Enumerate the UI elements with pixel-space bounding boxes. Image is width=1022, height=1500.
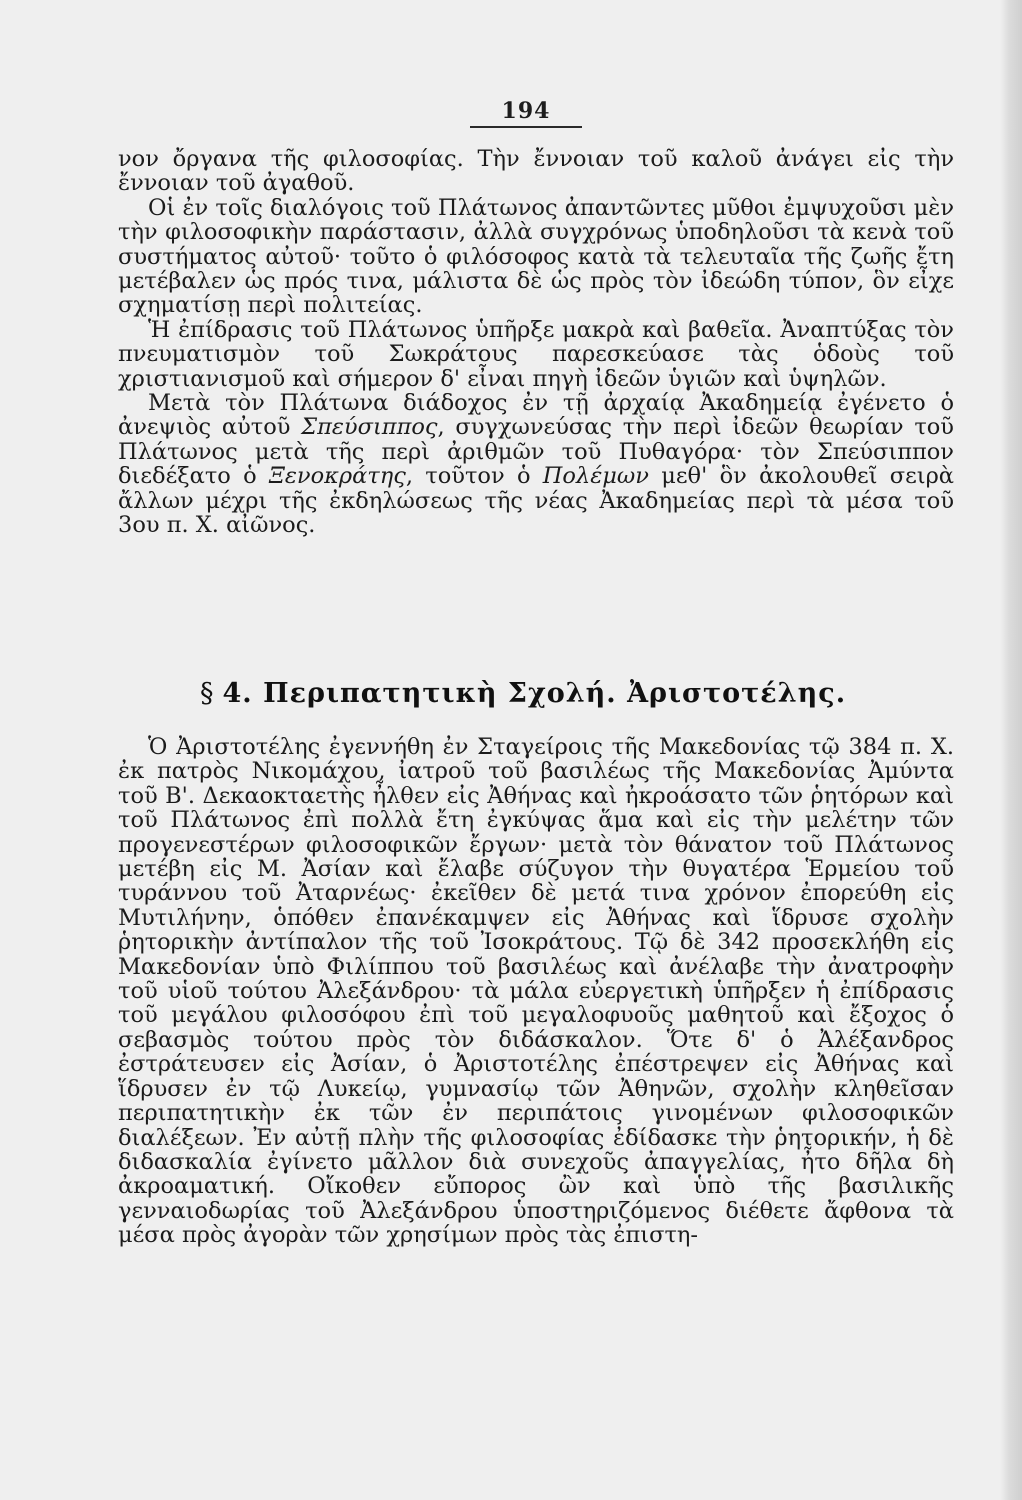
successors-text-4: μεθ' ὃν ἀκολουθεῖ σειρὰ ἄλλων μέχρι τῆς ἐκδηλώσεως τῆς νέας Ἀκαδημείας περὶ τὰ μέσα τοῦ 3ου π. Χ. αἰῶνος. <box>118 463 954 539</box>
upper-text-block <box>118 147 954 538</box>
page-edge-shadow <box>1000 0 1022 1500</box>
name-speusippus: Σπεύσιππος <box>301 414 438 441</box>
paragraph-continuation: νον ὄργανα τῆς φιλοσοφίας. Τὴν ἔννοιαν τοῦ καλοῦ ἀνάγει εἰς τὴν ἔννοιαν τοῦ ἀγαθοῦ. <box>118 146 954 197</box>
section-symbol: § <box>200 678 215 709</box>
paragraph-successors <box>118 391 954 537</box>
name-polemon: Πολέμων <box>542 463 649 490</box>
lower-text-block <box>118 735 954 1248</box>
section-heading <box>200 678 900 709</box>
page-number: 194 <box>501 98 551 124</box>
successors-text-1: Μετὰ τὸν Πλάτωνα διάδοχος ἐν τῇ ἀρχαίᾳ Ἀκαδημείᾳ ἐγένετο ὁ ἀνεψιὸς αὐτοῦ <box>118 390 954 441</box>
section-title: 4. Περιπατητικὴ Σχολή. Ἀριστοτέλης. <box>222 678 847 709</box>
successors-text-2: , συγχωνεύσας τὴν περὶ ἰδεῶν θεωρίαν τοῦ Πλάτωνος μετὰ τῆς περὶ ἀριθμῶν τοῦ Πυθαγόρα· τὸν Σπεύσιππον διεδέξατο ὁ <box>118 414 954 490</box>
paragraph-myths: Οἱ ἐν τοῖς διαλόγοις τοῦ Πλάτωνος ἀπαντῶντες μῦθοι ἐμψυχοῦσι μὲν τὴν φιλοσοφικὴν παράστασιν, ἀλλὰ συγχρόνως ὑποδηλοῦσι τὰ κενὰ τοῦ συστήματος αὐτοῦ· τοῦτο ὁ φιλόσοφος κατὰ τὰ τελευταῖα τῆς ζωῆς ἔτη μετέβαλεν ὡς πρός τινα, μάλιστα δὲ ὡς πρὸς τὸν ἰδεώδη τύπον, ὃν εἶχε σχηματίσῃ περὶ πολιτείας. <box>118 194 954 319</box>
name-xenocrates: Ξενοκράτης <box>268 463 406 490</box>
paragraph-influence: Ἡ ἐπίδρασις τοῦ Πλάτωνος ὑπῆρξε μακρὰ καὶ βαθεῖα. Ἀναπτύξας τὸν πνευματισμὸν τοῦ Σωκράτους παρεσκεύασε τὰς ὁδοὺς τοῦ χριστιανισμοῦ καὶ σήμερον δ' εἶναι πηγὴ ἰδεῶν ὑγιῶν καὶ ὑψηλῶν. <box>118 316 954 392</box>
successors-text-3: , τοῦτον ὁ <box>405 463 543 490</box>
page-number-rule <box>470 126 582 128</box>
paragraph-aristotle: Ὁ Ἀριστοτέλης ἐγεννήθη ἐν Σταγείροις τῆς Μακεδονίας τῷ 384 π. Χ. ἐκ πατρὸς Νικομάχου, ἰατροῦ τοῦ βασιλέως τῆς Μακεδονίας Ἀμύντα τοῦ Β'. Δεκαοκταετὴς ἦλθεν εἰς Ἀθήνας καὶ ἠκροάσατο τῶν ῥητόρων καὶ τοῦ Πλάτωνος ἐπὶ πολλὰ ἔτη ἐγκύψας ἅμα καὶ εἰς τὴν μελέτην τῶν προγενεστέρων φιλοσοφικῶν ἔργων· μετὰ τὸν θάνατον τοῦ Πλάτωνος μετέβη εἰς Μ. Ἀσίαν καὶ ἔλαβε σύζυγον τὴν θυγατέρα Ἑρμείου τοῦ τυράννου τοῦ Ἀταρνέως· ἐκεῖθεν δὲ μετά τινα χρόνον ἐπορεύθη εἰς Μυτιλήνην, ὁπόθεν ἐπανέκαμψεν εἰς Ἀθήνας καὶ ἵδρυσε σχολὴν ῥητορικὴν ἀντίπαλον τῆς τοῦ Ἰσοκράτους. Τῷ δὲ 342 προσεκλήθη εἰς Μακεδονίαν ὑπὸ Φιλίππου τοῦ βασιλέως καὶ ἀνέλαβε τὴν ἀνατροφὴν τοῦ υἱοῦ τούτου Ἀλεξάνδρου· τὰ μάλα εὐεργετικὴ ὑπῆρξεν ἡ ἐπίδρασις τοῦ μεγάλου φιλοσόφου ἐπὶ τοῦ μεγαλοφυοῦς μαθητοῦ καὶ ἔξοχος ὁ σεβασμὸς τούτου πρὸς τὸν διδάσκαλον. Ὅτε δ' ὁ Ἀλέξανδρος ἐστράτευσεν εἰς Ἀσίαν, ὁ Ἀριστοτέλης ἐπέστρεψεν εἰς Ἀθήνας καὶ ἵδρυσεν ἐν τῷ Λυκείῳ, γυμνασίῳ τῶν Ἀθηνῶν, σχολὴν κληθεῖσαν περιπατητικὴν ἐκ τῶν ἐν περιπάτοις γινομένων φιλοσοφικῶν διαλέξεων. Ἐν αὐτῇ πλὴν τῆς φιλοσοφίας ἐδίδασκε τὴν ῥητορικήν, ἡ δὲ διδασκαλία ἐγίνετο μᾶλλον διὰ συνεχοῦς ἀπαγγελίας, ἦτο δῆλα δὴ ἀκροαματική. Οἴκοθεν εὔπορος ὢν καὶ ὑπὸ τῆς βασιλικῆς γενναιοδωρίας τοῦ Ἀλεξάνδρου ὑποστηριζόμενος διέθετε ἄφθονα τὰ μέσα πρὸς ἀγορὰν τῶν χρησίμων πρὸς τὰς ἐπιστη- <box>118 734 954 1249</box>
